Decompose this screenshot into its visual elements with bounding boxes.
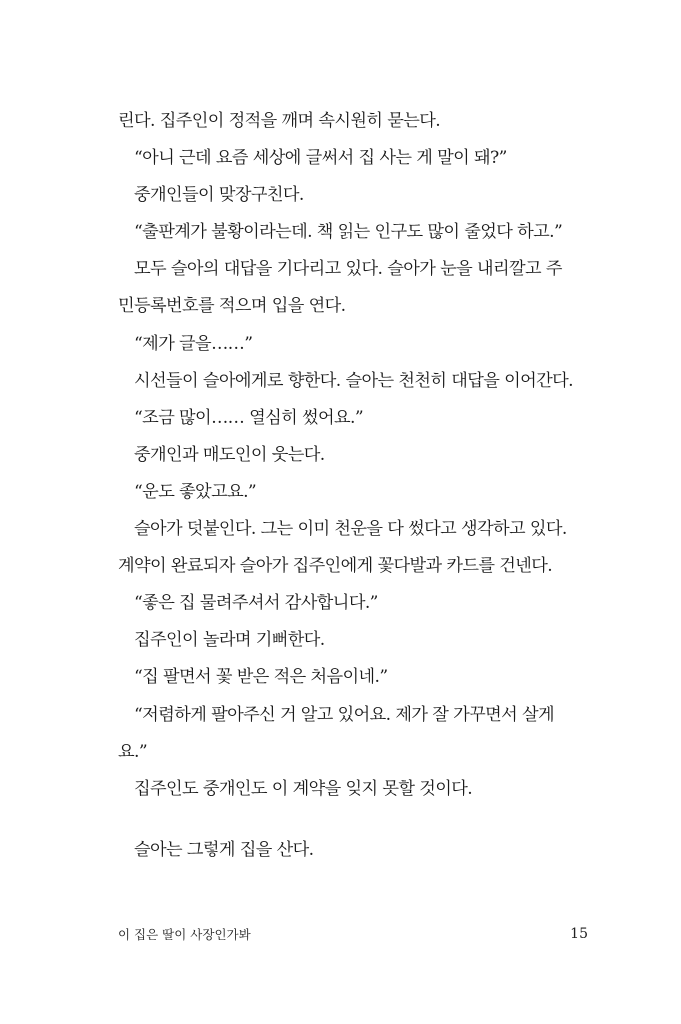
text-line: 시선들이 슬아에게로 향한다. 슬아는 천천히 대답을 이어간다. — [134, 370, 573, 391]
text-line: “운도 좋았고요.” — [134, 481, 257, 502]
text-line: 모두 슬아의 대답을 기다리고 있다. 슬아가 눈을 내리깔고 주 — [134, 259, 562, 280]
page-body — [118, 103, 590, 869]
text-line: 슬아가 덧붙인다. 그는 이미 천운을 다 썼다고 생각하고 있다. — [134, 519, 567, 540]
running-title: 이 집은 딸이 사장인가봐 — [118, 927, 251, 942]
page-footer — [118, 925, 588, 943]
text-line: 요.” — [118, 741, 148, 762]
page-number: 15 — [570, 926, 588, 942]
section-break — [118, 808, 590, 832]
text-line: “아니 근데 요즘 세상에 글써서 집 사는 게 말이 돼?” — [134, 148, 507, 169]
text-line: 민등록번호를 적으며 입을 연다. — [118, 296, 346, 317]
text-line: 린다. 집주인이 정적을 깨며 속시원히 묻는다. — [118, 111, 441, 131]
text-line: “좋은 집 물려주셔서 감사합니다.” — [134, 593, 378, 614]
text-line: 중개인과 매도인이 웃는다. — [134, 444, 325, 465]
closing-line: 슬아는 그렇게 집을 산다. — [134, 839, 314, 860]
text-line: 계약이 완료되자 슬아가 집주인에게 꽃다발과 카드를 건넨다. — [118, 556, 553, 577]
text-line: “저렴하게 팔아주신 거 알고 있어요. 제가 잘 가꾸면서 살게 — [134, 704, 555, 725]
text-line: “집 팔면서 꽃 받은 적은 처음이네.” — [134, 667, 388, 688]
text-line: “제가 글을……” — [134, 333, 253, 354]
text-line: “조금 많이…… 열심히 썼어요.” — [134, 407, 364, 428]
text-line: “출판계가 불황이라는데. 책 읽는 인구도 많이 줄었다 하고.” — [134, 222, 563, 243]
text-line: 집주인도 중개인도 이 계약을 잊지 못할 것이다. — [134, 778, 473, 799]
text-line: 중개인들이 맞장구친다. — [134, 185, 304, 206]
text-line: 집주인이 놀라며 기뻐한다. — [134, 630, 325, 651]
